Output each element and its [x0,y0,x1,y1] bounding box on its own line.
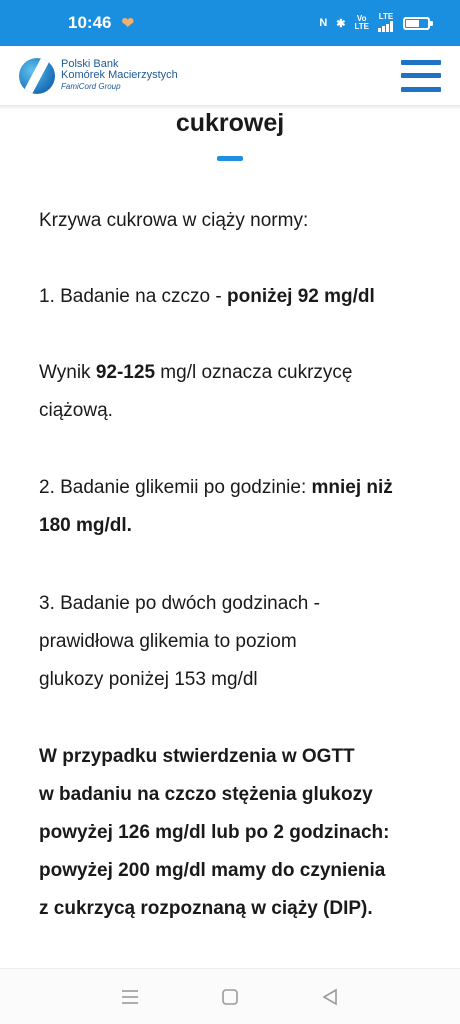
paragraph-fasting [39,278,429,316]
p2-bold: poniżej 92 mg/dl [227,286,375,307]
p4-text-a: 2. Badanie glikemii po godzinie: [39,477,312,498]
p6-line-b: w badaniu na czczo stężenia glukozy [39,784,373,805]
p4-bold-c: 180 mg/dl. [39,515,132,536]
menu-nav-button[interactable] [119,986,141,1008]
p2-text: 1. Badanie na czczo - [39,286,227,307]
p6-line-d: powyżej 200 mg/dl mamy do czynienia [39,860,386,881]
home-square-icon [221,988,239,1006]
p3-text-d: ciążową. [39,400,113,421]
p5-text-c: glukozy poniżej 153 mg/dl [39,669,258,690]
p5-text-b: prawidłowa glikemia to poziom [39,631,297,652]
page-title: cukrowej [175,109,285,137]
paragraph-ogtt [39,738,429,928]
logo-text [61,59,178,92]
bluetooth-icon: ✱ [336,17,346,30]
logo-line-1: Polski Bank [61,58,119,70]
logo-line-2: Komórek Macierzystych [61,69,178,81]
lte-label: LTE [378,11,394,21]
p3-text-c: mg/l oznacza cukrzycę [155,362,353,383]
p5-text-a: 3. Badanie po dwóch godzinach - [39,593,320,614]
volte-bottom: LTE [354,22,369,31]
paragraph-two-hours [39,585,429,699]
battery-icon [403,17,430,30]
status-bar [0,0,460,46]
volte-icon [354,15,369,31]
logo-line-3: FamiCord Group [61,82,121,91]
android-nav-bar [0,968,460,1024]
signal-icon [378,13,394,34]
paragraph-one-hour [39,469,429,545]
menu-lines-icon [121,989,139,1005]
volte-top: Vo [356,14,367,23]
status-time: 10:46 [68,13,112,32]
p6-line-c: powyżej 126 mg/dl lub po 2 godzinach: [39,822,390,843]
p3-bold: 92-125 [95,362,156,383]
back-nav-button[interactable] [319,986,341,1008]
logo-mark-icon [19,58,55,94]
status-right [319,13,430,34]
p6-line-e: z cukrzycą rozpoznaną w ciąży (DIP). [39,898,373,919]
paragraph-intro [39,202,429,240]
logo[interactable] [19,58,178,94]
title-underline [217,156,243,161]
back-triangle-icon [321,988,339,1006]
p4-bold-b: mniej niż [311,477,393,498]
signal-bars-icon [378,21,394,32]
site-header [0,46,460,106]
home-nav-button[interactable] [219,986,241,1008]
p3-text-a: Wynik [39,362,96,383]
p6-line-a: W przypadku stwierdzenia w OGTT [39,746,355,767]
paragraph-result [39,354,429,430]
status-left [68,13,134,33]
nfc-icon: N [319,17,328,29]
p1-text: Krzywa cukrowa w ciąży normy: [39,210,309,231]
hamburger-menu-icon[interactable] [401,60,441,92]
heart-icon: ❤ [121,15,135,32]
